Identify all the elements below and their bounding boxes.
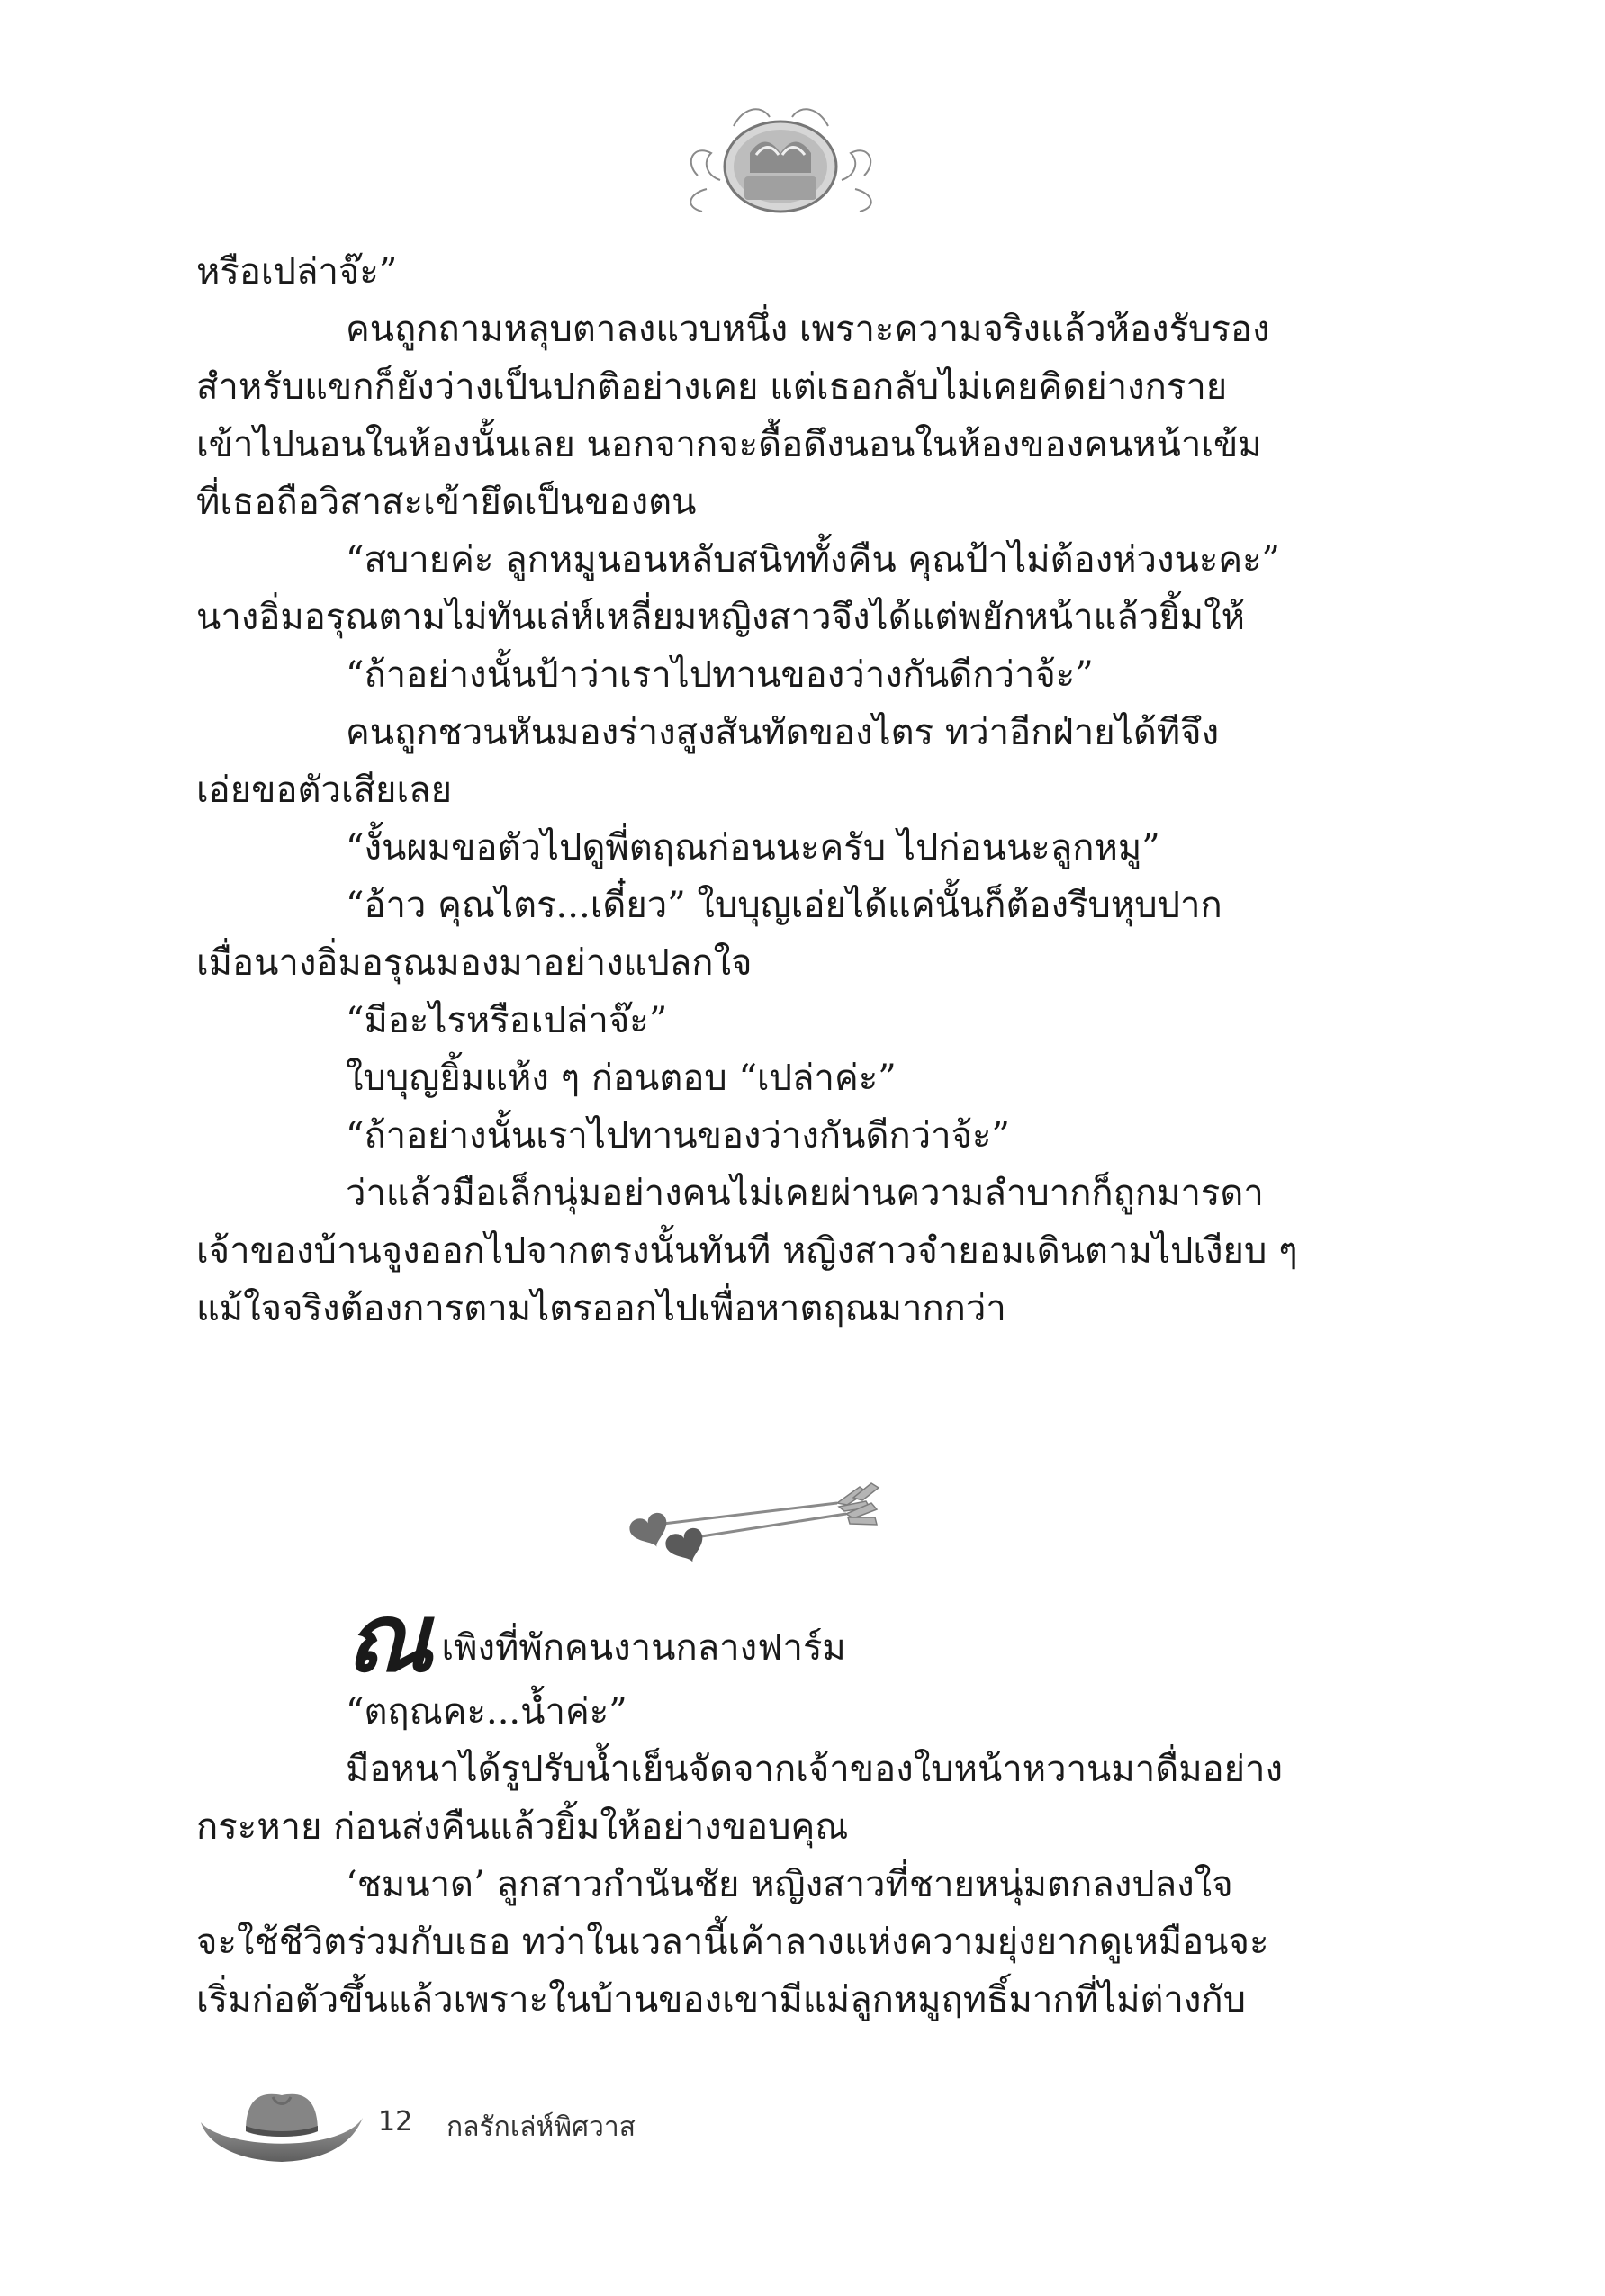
publisher-logo-icon [680, 90, 882, 225]
paragraph-line: “งั้นผมขอตัวไปดูพี่ตฤณก่อนนะครับ ไปก่อนนะลูกหมู” [346, 827, 1160, 869]
cowboy-hat-icon [196, 2086, 367, 2165]
paragraph-line: ‘ชมนาด’ ลูกสาวกำนันชัย หญิงสาวที่ชายหนุ่มตกลงปลงใจ [346, 1864, 1233, 1905]
paragraph-line: คนถูกถามหลุบตาลงแวบหนึ่ง เพราะความจริงแล้วห้องรับรอง [346, 309, 1270, 350]
paragraph-line: “ถ้าอย่างนั้นป้าว่าเราไปทานของว่างกันดีกว่าจ้ะ” [346, 654, 1094, 696]
paragraph-line: สำหรับแขกก็ยังว่างเป็นปกติอย่างเคย แต่เธอกลับไม่เคยคิดย่างกราย [196, 366, 1228, 408]
page-footer [196, 2086, 826, 2167]
paragraph-line: หรือเปล่าจ๊ะ” [196, 251, 398, 293]
paragraph-line: ใบบุญยิ้มแห้ง ๆ ก่อนตอบ “เปล่าค่ะ” [346, 1058, 897, 1099]
paragraph-line: เมื่อนางอิ่มอรุณมองมาอย่างแปลกใจ [196, 942, 753, 984]
paragraph-line: มือหนาได้รูปรับน้ำเย็นจัดจากเจ้าของใบหน้าหวานมาดื่มอย่าง [346, 1749, 1284, 1790]
section-opening-line [196, 1583, 1402, 1693]
main-text [196, 243, 1402, 1337]
paragraph-line: ที่เธอถือวิสาสะเข้ายึดเป็นของตน [196, 482, 697, 523]
section-block [196, 1583, 1402, 2029]
hearts-divider-icon [612, 1476, 918, 1566]
drop-cap: ณ [346, 1583, 433, 1693]
paragraph-line: นางอิ่มอรุณตามไม่ทันเล่ห์เหลี่ยมหญิงสาวจึงได้แต่พยักหน้าแล้วยิ้มให้ [196, 597, 1246, 638]
paragraph-line: จะใช้ชีวิตร่วมกับเธอ ทว่าในเวลานี้เค้าลางแห่งความยุ่งยากดูเหมือนจะ [196, 1922, 1269, 1963]
section-first-line-text: เพิงที่พักคนงานกลางฟาร์ม [441, 1627, 846, 1669]
paragraph-line: “มีอะไรหรือเปล่าจ๊ะ” [346, 1000, 668, 1041]
paragraph-line: “อ้าว คุณไตร...เดี๋ยว” ใบบุญเอ่ยได้แค่นั้นก็ต้องรีบหุบปาก [346, 885, 1222, 926]
page-number: 12 [378, 2106, 413, 2138]
paragraph-line: ว่าแล้วมือเล็กนุ่มอย่างคนไม่เคยผ่านความลำบากก็ถูกมารดา [346, 1173, 1264, 1214]
paragraph-line: แม้ใจจริงต้องการตามไตรออกไปเพื่อหาตฤณมากกว่า [196, 1288, 1006, 1329]
paragraph-line: “ถ้าอย่างนั้นเราไปทานของว่างกันดีกว่าจ้ะ” [346, 1115, 1010, 1157]
paragraph-line: เอ่ยขอตัวเสียเลย [196, 770, 453, 811]
paragraph-line: เริ่มก่อตัวขึ้นแล้วเพราะในบ้านของเขามีแม่ลูกหมูฤทธิ์มากที่ไม่ต่างกับ [196, 1979, 1247, 2021]
paragraph-line: คนถูกชวนหันมองร่างสูงสันทัดของไตร ทว่าอีกฝ่ายได้ทีจึง [346, 712, 1220, 753]
paragraph-line: “ตฤณคะ...น้ำค่ะ” [346, 1691, 627, 1733]
paragraph-line: เข้าไปนอนในห้องนั้นเลย นอกจากจะดื้อดึงนอนในห้องของคนหน้าเข้ม [196, 424, 1262, 465]
paragraph-line: เจ้าของบ้านจูงออกไปจากตรงนั้นทันที หญิงสาวจำยอมเดินตามไปเงียบ ๆ [196, 1230, 1298, 1272]
book-title: กลรักเล่ห์พิศวาส [446, 2111, 636, 2143]
paragraph-line: กระหาย ก่อนส่งคืนแล้วยิ้มให้อย่างขอบคุณ [196, 1806, 849, 1848]
paragraph-line: “สบายค่ะ ลูกหมูนอนหลับสนิททั้งคืน คุณป้าไม่ต้องห่วงนะคะ” [346, 539, 1281, 581]
